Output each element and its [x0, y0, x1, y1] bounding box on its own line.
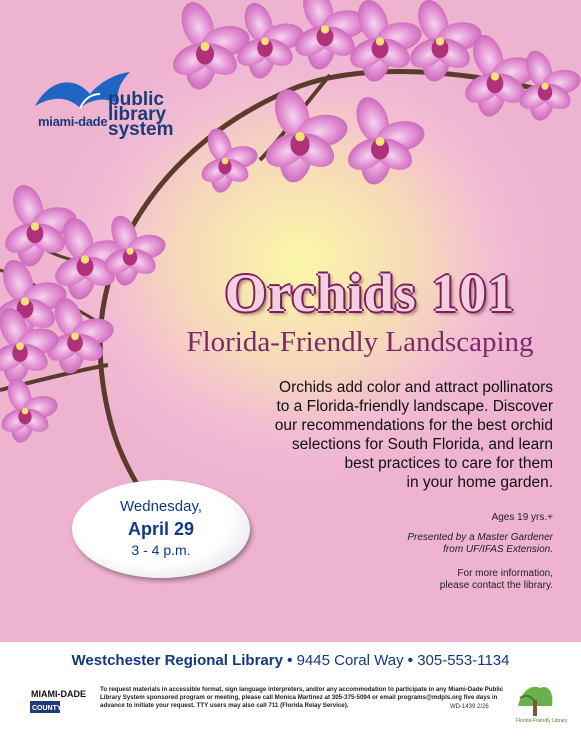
event-date-badge [72, 480, 250, 578]
contact-line: For more information, [457, 568, 553, 579]
description-line: to a Florida-friendly landscape. Discover [276, 398, 553, 415]
footer [0, 642, 581, 740]
contact-line: please contact the library. [439, 580, 553, 591]
presenter-note [330, 532, 553, 556]
library-logo[interactable] [30, 68, 180, 148]
description-line: best practices to care for them [344, 455, 553, 472]
description-line: our recommendations for the best orchid [274, 417, 553, 434]
event-subtitle: Florida-Friendly Landscaping [186, 326, 534, 358]
logo-text-public-library: public library system [108, 89, 174, 140]
form-code: WD-1439 2/26 [450, 704, 489, 710]
svg-text:COUNTY: COUNTY [32, 705, 62, 712]
library-address-line [0, 652, 581, 669]
age-requirement: Ages 19 yrs.+ [491, 512, 553, 523]
library-address: 9445 Coral Way [296, 652, 404, 669]
svg-text:MIAMI-DADE: MIAMI-DADE [31, 689, 86, 699]
miami-dade-county-logo [30, 686, 92, 716]
separator-dot: • [407, 652, 414, 669]
event-title: Orchids 101 [224, 263, 516, 323]
library-phone[interactable]: 305-553-1134 [417, 652, 510, 669]
description-line: Orchids add color and attract pollinators [279, 379, 553, 396]
description-line: in your home garden. [406, 474, 553, 491]
event-description [225, 378, 553, 492]
presenter-line: Presented by a Master Gardener [407, 532, 553, 543]
contact-note [330, 568, 553, 592]
library-name[interactable]: Westchester Regional Library [71, 652, 283, 669]
event-time: 3 - 4 p.m. [131, 542, 191, 558]
accessibility-notice: To request materials in accessible format, sign language interpreters, and/or any accommodation to participate in any Miami-Dade Public Library System sponsored program or meeting, please call Monica Martinez at 305-375-5094 or email programs@mdpls.org five days in advance to initiate your request. TTY users may also call 711 (Florida Relay Service). [100, 686, 504, 709]
svg-text:Florida-Friendly Library: Florida-Friendly Library [516, 718, 568, 724]
florida-friendly-library-logo [510, 676, 568, 726]
event-date: April 29 [127, 519, 195, 539]
separator-dot: • [287, 652, 293, 669]
event-day: Wednesday, [120, 498, 202, 515]
logo-text-miami-dade: miami-dade [38, 114, 108, 129]
description-line: selections for South Florida, and learn [291, 436, 553, 453]
presenter-line: from UF/IFAS Extension. [443, 544, 553, 555]
